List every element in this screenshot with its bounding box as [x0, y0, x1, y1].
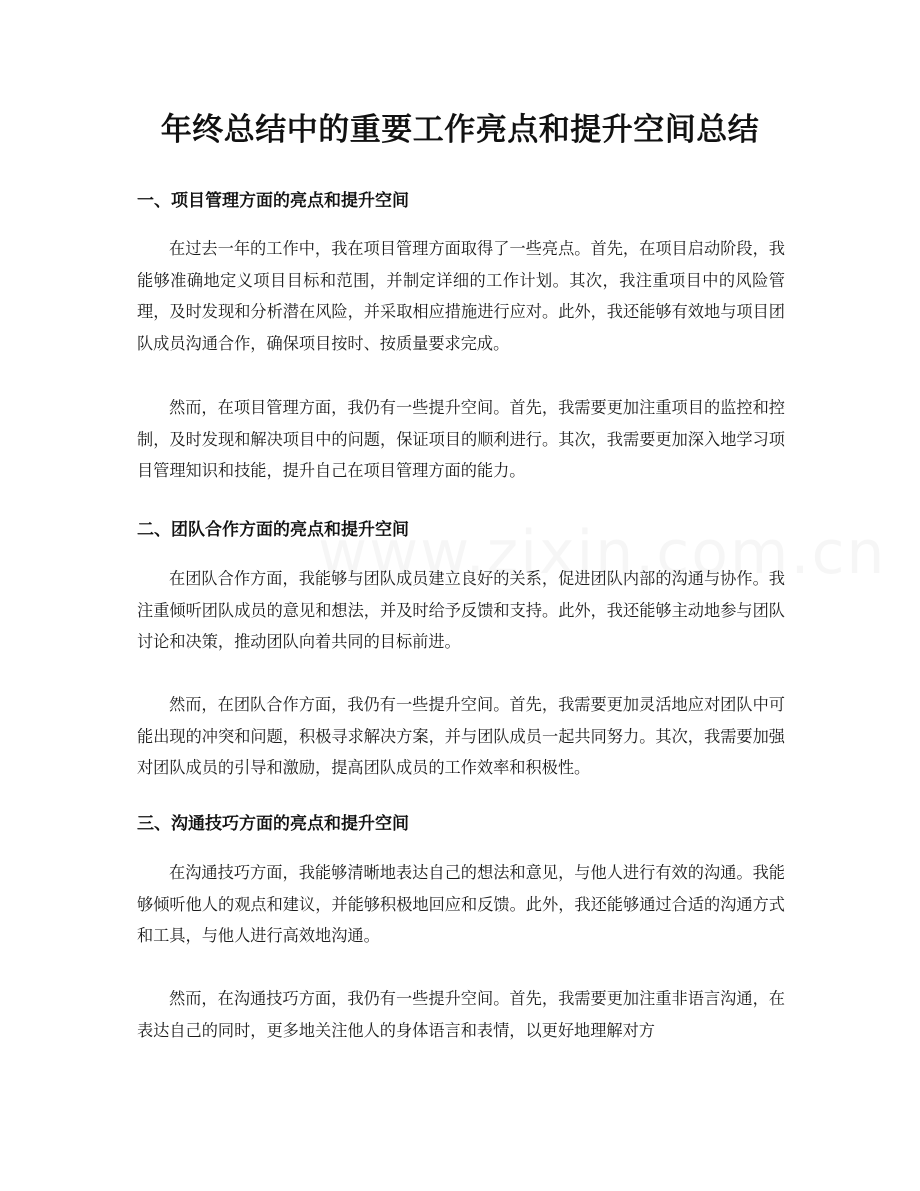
section-1-paragraph-2: 然而，在项目管理方面，我仍有一些提升空间。首先，我需要更加注重项目的监控和控制，及时发现和解决项目中的问题，保证项目的顺利进行。其次，我需要更加深入地学习项目管理知识和技能，提升自己在项目管理方面的能力。	[137, 398, 785, 481]
section-3-paragraph-2: 然而，在沟通技巧方面，我仍有一些提升空间。首先，我需要更加注重非语言沟通，在表达自己的同时，更多地关注他人的身体语言和表情，以更好地理解对方	[137, 989, 785, 1040]
section-2-paragraph-1: 在团队合作方面，我能够与团队成员建立良好的关系，促进团队内部的沟通与协作。我注重倾听团队成员的意见和想法，并及时给予反馈和支持。此外，我还能够主动地参与团队讨论和决策，推动团队向着共同的目标前进。	[137, 569, 785, 652]
section-heading-3: 三、沟通技巧方面的亮点和提升空间	[137, 814, 409, 834]
document-title: 年终总结中的重要工作亮点和提升空间总结	[160, 112, 760, 148]
section-2-paragraph-2: 然而，在团队合作方面，我仍有一些提升空间。首先，我需要更加灵活地应对团队中可能出现的冲突和问题，积极寻求解决方案，并与团队成员一起共同努力。其次，我需要加强对团队成员的引导和激励，提高团队成员的工作效率和积极性。	[137, 695, 785, 778]
section-heading-2: 二、团队合作方面的亮点和提升空间	[137, 520, 409, 540]
section-heading-1: 一、项目管理方面的亮点和提升空间	[137, 191, 409, 211]
section-1-paragraph-1: 在过去一年的工作中，我在项目管理方面取得了一些亮点。首先，在项目启动阶段，我能够准确地定义项目目标和范围，并制定详细的工作计划。其次，我注重项目中的风险管理，及时发现和分析潜在风险，并采取相应措施进行应对。此外，我还能够有效地与项目团队成员沟通合作，确保项目按时、按质量要求完成。	[137, 239, 785, 354]
section-3-paragraph-1: 在沟通技巧方面，我能够清晰地表达自己的想法和意见，与他人进行有效的沟通。我能够倾听他人的观点和建议，并能够积极地回应和反馈。此外，我还能够通过合适的沟通方式和工具，与他人进行高效地沟通。	[137, 863, 785, 946]
